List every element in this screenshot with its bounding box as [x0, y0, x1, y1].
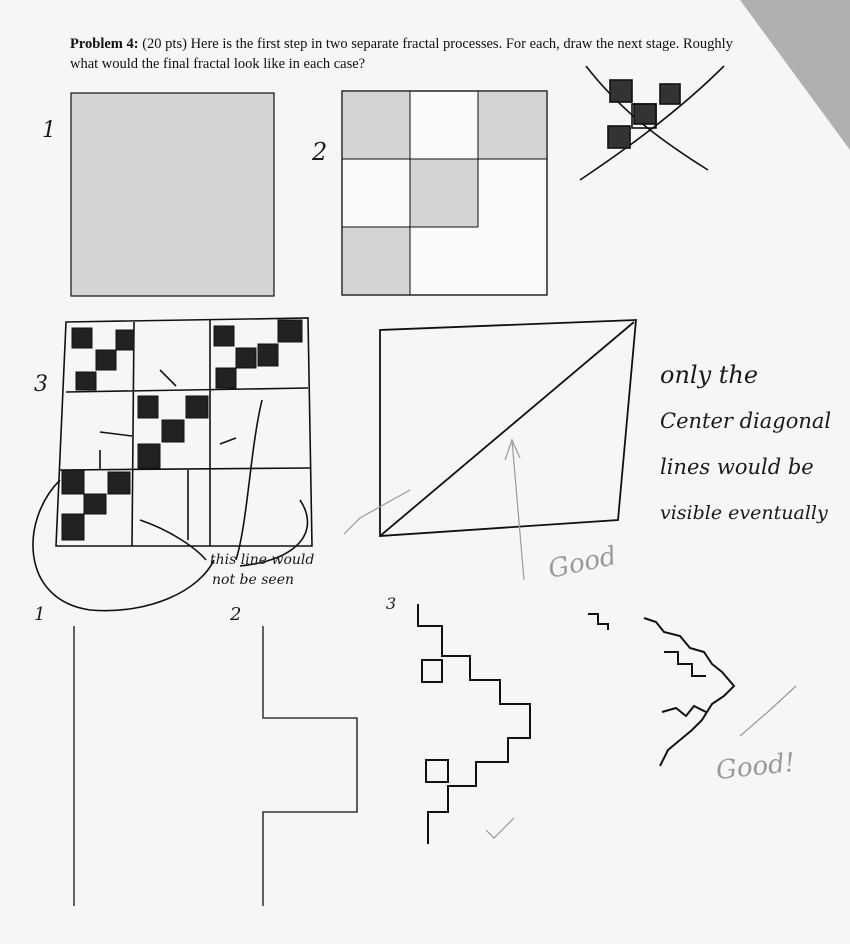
- label-1-bottom: 1: [34, 604, 46, 625]
- grade-bottom: Good!: [714, 747, 797, 787]
- note-line-2: not be seen: [212, 572, 294, 588]
- chevron-fractal: [588, 614, 734, 766]
- grade-mid: Good: [545, 541, 620, 585]
- pencil-marks-mid: [344, 440, 524, 580]
- answer-line-3: lines would be: [660, 455, 814, 479]
- diagonal-rectangle: [380, 320, 636, 536]
- problem-prompt: Here is the first step in two separate fractal processes. For each, draw the next stage. Roughly what would the final fractal look like in each case?: [70, 36, 733, 72]
- note-line-1: this line would: [210, 552, 315, 568]
- crossed-out-scribble: [580, 66, 724, 180]
- handwritten-answer: [660, 352, 840, 536]
- answer-line-4: visible eventually: [660, 502, 828, 524]
- fractal-stage1-square: [71, 93, 274, 296]
- label-3-bottom: 3: [386, 594, 397, 613]
- problem-points: (20 pts): [142, 36, 187, 52]
- label-1-top: 1: [42, 118, 56, 143]
- label-3-mid: 3: [34, 372, 48, 397]
- bottom-stage2-shape: [263, 626, 357, 906]
- label-2-bottom: 2: [230, 604, 242, 625]
- label-2-top: 2: [312, 138, 328, 166]
- problem-heading: Problem 4:: [70, 36, 139, 52]
- bottom-stage3-staircase: [418, 604, 530, 844]
- answer-line-1: only the: [660, 361, 759, 389]
- fractal-stage1-grid: [342, 91, 547, 295]
- answer-line-2: Center diagonal: [660, 409, 832, 433]
- handwritten-note: [210, 550, 314, 590]
